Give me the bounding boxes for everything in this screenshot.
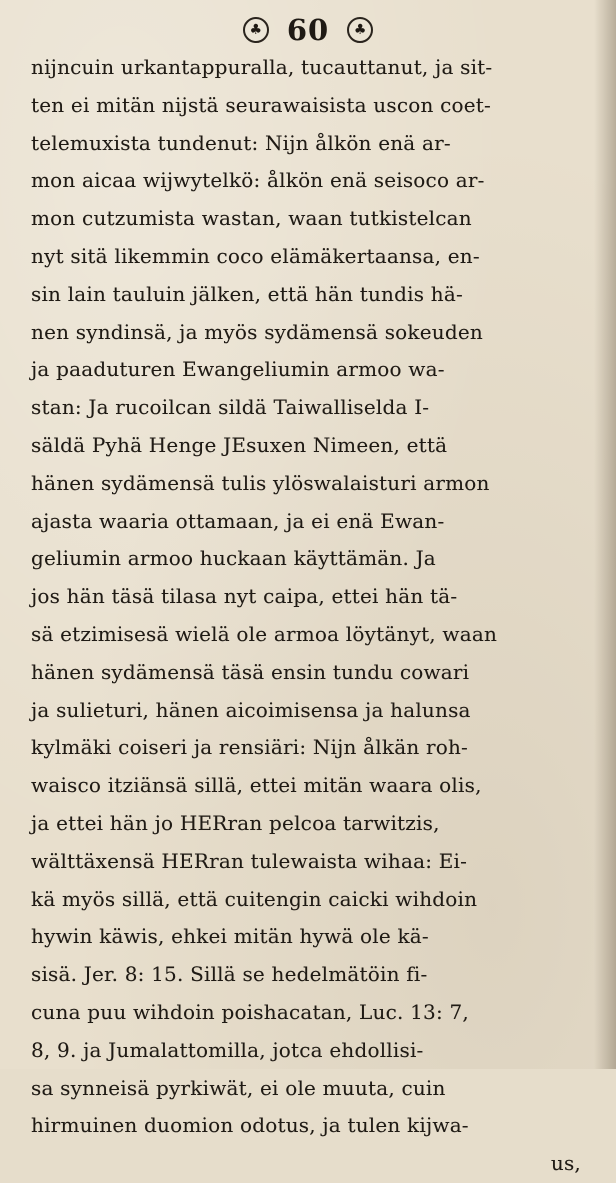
text-line: stan: Ja rucoilcan sildä Taiwalliselda I- [31,395,430,420]
text-line: nyt sitä likemmin coco elämäkertaansa, en- [31,243,480,268]
text-line: hänen sydämensä tulis ylöswalaisturi armon [31,470,490,495]
page-number: 60 [286,13,330,47]
text-line: nen syndinsä, ja myös sydämensä sokeuden [31,319,483,344]
text-line: ten ei mitän nijstä seurawaisista uscon coet- [31,92,491,117]
text-line: mon cutzumista wastan, waan tutkistelcan [31,206,472,231]
text-line: nijncuin urkantappuralla, tucauttanut, ja sit- [31,55,493,79]
text-line: mon aicaa wijwytelkö: ålkön enä seisoco ar- [31,168,485,193]
text-line: ja paaduturen Ewangeliumin armoo wa- [31,357,445,382]
text-line: säldä Pyhä Henge JEsuxen Nimeen, että [31,432,448,457]
text-line: wälttäxensä HERran tulewaista wihaa: Ei- [31,848,468,873]
page-edge-shadow [594,0,616,1069]
ornament-left-icon: ♣ [243,17,269,43]
text-line: hywin käwis, ehkei mitän hywä ole kä- [31,924,429,949]
text-line: ajasta waaria ottamaan, ja ei enä Ewan- [31,508,445,533]
text-line: sin lain tauluin jälken, että hän tundis hä- [31,281,463,306]
text-line: cuna puu wihdoin poishacatan, Luc. 13: 7, [31,999,469,1024]
text-line: hänen sydämensä täsä ensin tundu cowari [31,659,470,684]
text-line: telemuxista tundenut: Nijn ålkön enä ar- [31,130,451,155]
text-line: kylmäki coiseri ja rensiäri: Nijn ålkän roh- [31,735,469,760]
text-line: sa synneisä pyrkiwät, ei ole muuta, cuin [31,1075,446,1100]
text-line: 8, 9. ja Jumalattomilla, jotca ehdollisi- [31,1037,424,1062]
text-line: sisä. Jer. 8: 15. Sillä se hedelmätöin fi- [31,962,428,987]
text-line: kä myös sillä, että cuitengin caicki wihdoin [31,886,478,911]
body-text [31,49,591,1176]
ornament-right-icon: ♣ [347,17,373,43]
text-line: sä etzimisesä wielä ole armoa löytänyt, waan [31,621,498,646]
text-line: waisco itziänsä sillä, ettei mitän waara olis, [31,773,482,798]
text-line: jos hän täsä tilasa nyt caipa, ettei hän tä- [31,584,458,609]
text-line: us, [550,1151,581,1176]
page-header [0,10,616,50]
text-line: ja ettei hän jo HERran pelcoa tarwitzis, [31,810,440,835]
text-line: hirmuinen duomion odotus, ja tulen kijwa- [31,1113,469,1138]
text-line: geliumin armoo huckaan käyttämän. Ja [31,546,436,571]
text-line: ja sulieturi, hänen aicoimisensa ja halunsa [31,697,471,722]
